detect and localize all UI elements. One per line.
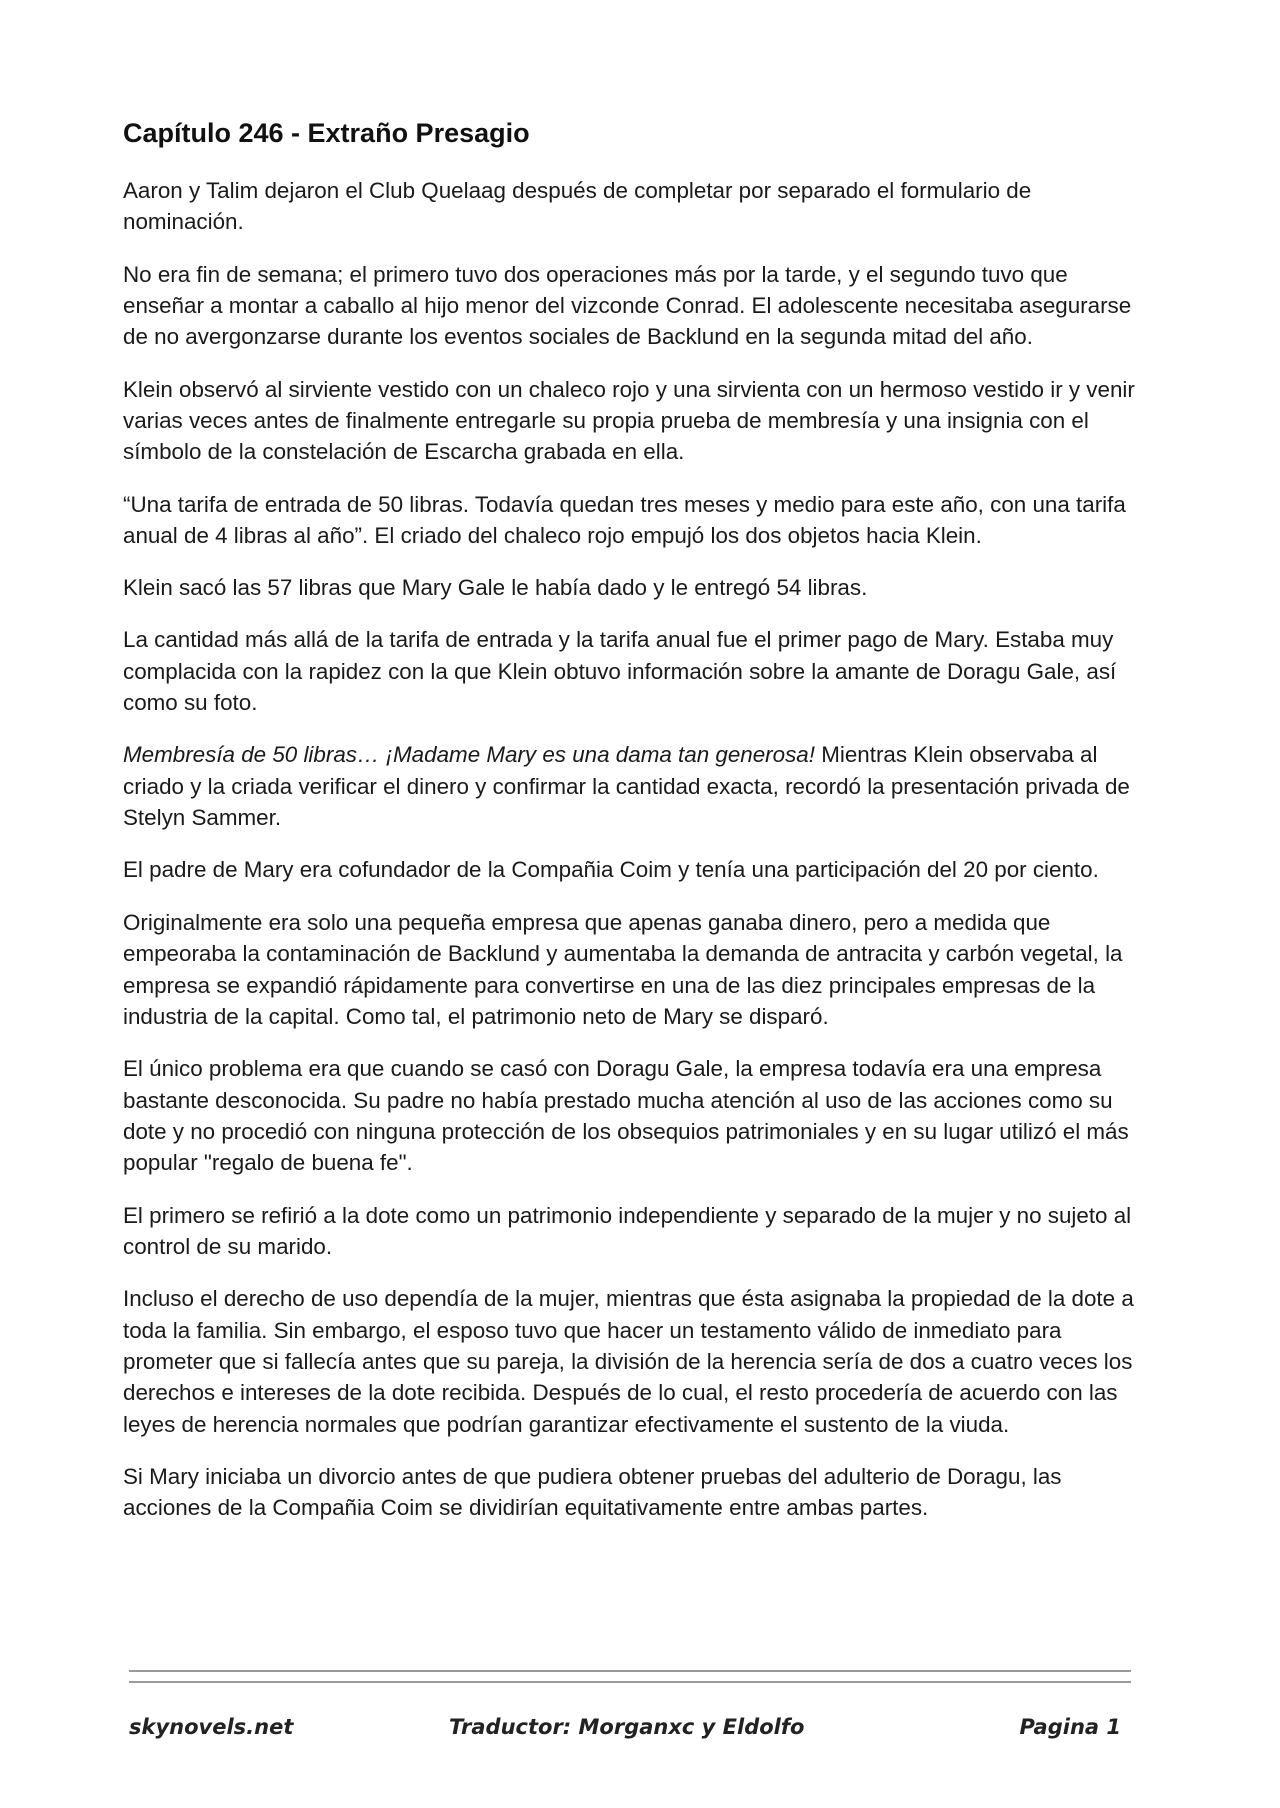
- paragraph-2: No era fin de semana; el primero tuvo dos operaciones más por la tarde, y el segundo tuvo que enseñar a montar a caballo al hijo menor del vizconde Conrad. El adolescente necesitaba asegurarse de no avergonzarse durante los eventos sociales de Backlund en la segunda mitad del año.: [123, 261, 1132, 350]
- paragraph-1: Aaron y Talim dejaron el Club Quelaag después de completar por separado el formulario de nominación.: [123, 178, 1032, 235]
- paragraph-4: “Una tarifa de entrada de 50 libras. Todavía quedan tres meses y medio para este año, con una tarifa anual de 4 libras al año”. El criado del chaleco rojo empujó los dos objetos hacia Klein.: [123, 491, 1126, 549]
- footer-rule-top: [129, 1670, 1131, 1672]
- footer-rule-bottom: [129, 1681, 1131, 1683]
- paragraph-6: La cantidad más allá de la tarifa de entrada y la tarifa anual fue el primer pago de Mary. Estaba muy complacida con la rapidez con la que Klein obtuvo información sobre la amante de Doragu Gale, así como su foto.: [123, 627, 1117, 716]
- paragraph-12: Incluso el derecho de uso dependía de la mujer, mientras que ésta asignaba la propiedad de la dote a toda la familia. Sin embargo, el esposo tuvo que hacer un testamento válido de inmediato para prometer que si fallecía antes que su pareja, la división de la herencia sería de dos a cuatro veces los derechos e intereses de la dote recibida. Después de lo cual, el resto procedería de acuerdo con las leyes de herencia normales que podrían garantizar efectivamente el sustento de la viuda.: [123, 1286, 1134, 1437]
- paragraph-10: El único problema era que cuando se casó con Doragu Gale, la empresa todavía era una empresa bastante desconocida. Su padre no había prestado mucha atención al uso de las acciones como su dote y no procedió con ninguna protección de los obsequios patrimoniales y en su lugar utilizó el más popular "regalo de buena fe".: [123, 1056, 1129, 1176]
- paragraph-7-italic-thought: Membresía de 50 libras… ¡Madame Mary es una dama tan generosa!: [123, 742, 815, 768]
- paragraph-7: [123, 739, 1143, 833]
- footer-translator: Traductor: Morganxc y Eldolfo: [449, 1715, 805, 1739]
- document-body: [123, 118, 1143, 1545]
- paragraph-5: Klein sacó las 57 libras que Mary Gale le había dado y le entregó 54 libras.: [123, 575, 868, 601]
- chapter-title: Capítulo 246 - Extraño Presagio: [123, 118, 530, 148]
- footer-site: skynovels.net: [129, 1715, 294, 1739]
- paragraph-13: Si Mary iniciaba un divorcio antes de que pudiera obtener pruebas del adulterio de Doragu, las acciones de la Compañia Coim se dividirían equitativamente entre ambas partes.: [123, 1463, 1062, 1521]
- paragraph-9: Originalmente era solo una pequeña empresa que apenas ganaba dinero, pero a medida que empeoraba la contaminación de Backlund y aumentaba la demanda de antracita y carbón vegetal, la empresa se expandió rápidamente para convertirse en una de las diez principales empresas de la industria de la capital. Como tal, el patrimonio neto de Mary se disparó.: [123, 909, 1123, 1029]
- footer-page-number: Pagina 1: [1019, 1715, 1121, 1739]
- paragraph-11: El primero se refirió a la dote como un patrimonio independiente y separado de la mujer y no sujeto al control de su marido.: [123, 1202, 1132, 1259]
- paragraph-7-text: Mientras Klein observaba al criado y la criada verificar el dinero y confirmar la cantidad exacta, recordó la presentación privada de Stelyn Sammer.: [123, 742, 1130, 831]
- footer-divider: [129, 1670, 1131, 1692]
- paragraph-3: Klein observó al sirviente vestido con un chaleco rojo y una sirvienta con un hermoso vestido ir y venir varias veces antes de finalmente entregarle su propia prueba de membresía y una insignia con el símbolo de la constelación de Escarcha grabada en ella.: [123, 376, 1135, 465]
- page-footer: [129, 1715, 1131, 1749]
- paragraph-8: El padre de Mary era cofundador de la Compañia Coim y tenía una participación del 20 por ciento.: [123, 857, 1099, 883]
